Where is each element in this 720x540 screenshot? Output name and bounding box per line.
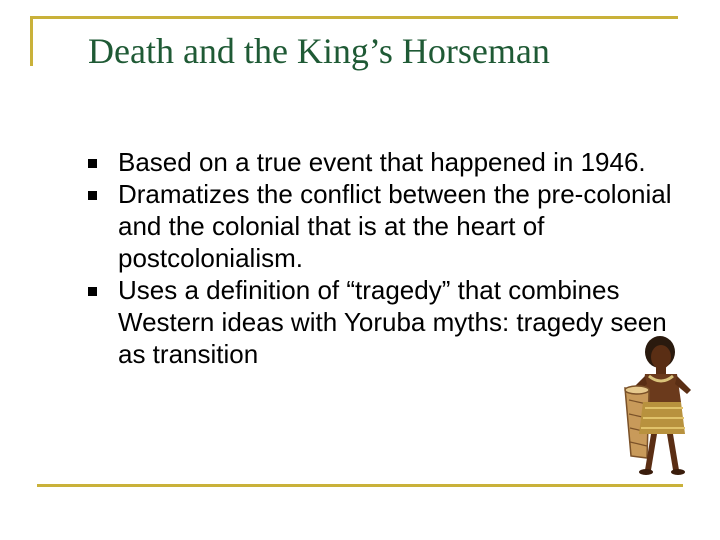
bullet-item bbox=[88, 146, 698, 178]
bullet-text: Based on a true event that happened in 1946. bbox=[118, 147, 646, 177]
square-bullet-icon bbox=[88, 159, 97, 168]
frame-left-line bbox=[30, 16, 33, 66]
bullet-item bbox=[88, 178, 698, 274]
drummer-figure-icon bbox=[605, 330, 701, 482]
bullet-text: Uses a definition of “tragedy” that combines Western ideas with Yoruba myths: tragedy seen as transition bbox=[118, 275, 667, 369]
slide-title: Death and the King’s Horseman bbox=[88, 31, 550, 71]
frame-top-line bbox=[30, 16, 678, 19]
square-bullet-icon bbox=[88, 287, 97, 296]
frame-bottom-line bbox=[37, 484, 683, 487]
bullet-text: Dramatizes the conflict between the pre-colonial and the colonial that is at the heart of postcolonialism. bbox=[118, 179, 672, 273]
square-bullet-icon bbox=[88, 191, 97, 200]
